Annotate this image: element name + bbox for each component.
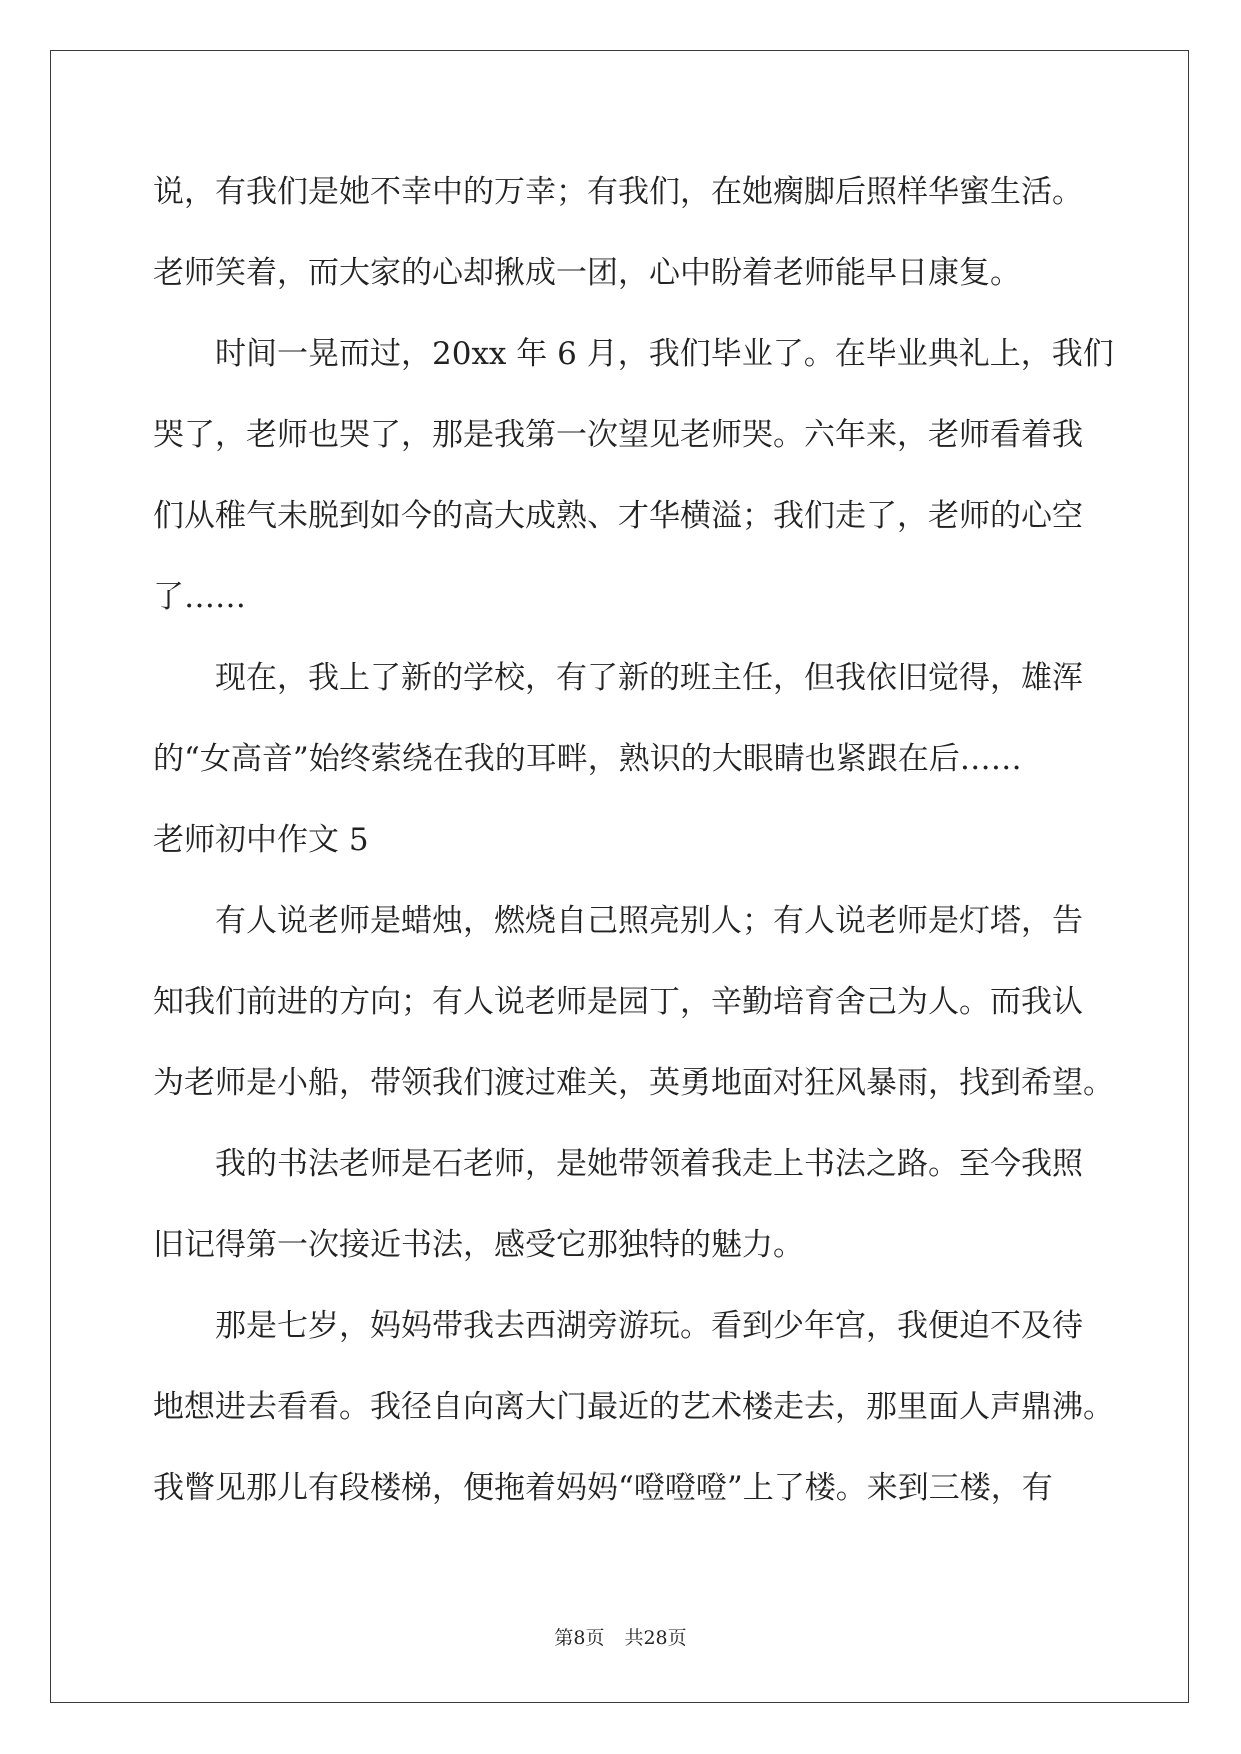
current-page-label: 第8页 [554,1627,605,1649]
text-line: 为老师是小船，带领我们渡过难关，英勇地面对狂风暴雨，找到希望。 [153,1065,1114,1101]
text-line: 们从稚气未脱到如今的高大成熟、才华横溢；我们走了，老师的心空 [153,498,1083,534]
text-line: 哭了，老师也哭了，那是我第一次望见老师哭。六年来，老师看着我 [153,417,1083,453]
text-line: 旧记得第一次接近书法，感受它那独特的魅力。 [153,1227,804,1263]
text-line: 地想进去看看。我径自向离大门最近的艺术楼走去，那里面人声鼎沸。 [153,1389,1114,1425]
paragraph-start-line: 我的书法老师是石老师，是她带领着我走上书法之路。至今我照 [215,1146,1083,1182]
section-heading: 老师初中作文 5 [153,822,369,858]
paragraph-start-line: 时间一晃而过，20xx 年 6 月，我们毕业了。在毕业典礼上，我们 [215,336,1114,372]
text-line: 我瞥见那儿有段楼梯，便拖着妈妈“噔噔噔”上了楼。来到三楼，有 [153,1470,1053,1506]
paragraph-start-line: 那是七岁，妈妈带我去西湖旁游玩。看到少年宫，我便迫不及待 [215,1308,1083,1344]
text-line: 说，有我们是她不幸中的万幸；有我们，在她瘸脚后照样华蜜生活。 [153,174,1083,210]
paragraph-start-line: 有人说老师是蜡烛，燃烧自己照亮别人；有人说老师是灯塔，告 [215,903,1083,939]
total-pages-label: 共28页 [624,1627,687,1649]
text-line: 知我们前进的方向；有人说老师是园丁，辛勤培育舍己为人。而我认 [153,984,1083,1020]
page-footer [0,1624,1241,1652]
text-line: 的“女高音”始终萦绕在我的耳畔，熟识的大眼睛也紧跟在后…… [153,741,1022,777]
text-line: 了…… [153,579,246,615]
paragraph-start-line: 现在，我上了新的学校，有了新的班主任，但我依旧觉得，雄浑 [215,660,1083,696]
text-line: 老师笑着，而大家的心却揪成一团，心中盼着老师能早日康复。 [153,255,1021,291]
essay-body [153,152,1153,1529]
